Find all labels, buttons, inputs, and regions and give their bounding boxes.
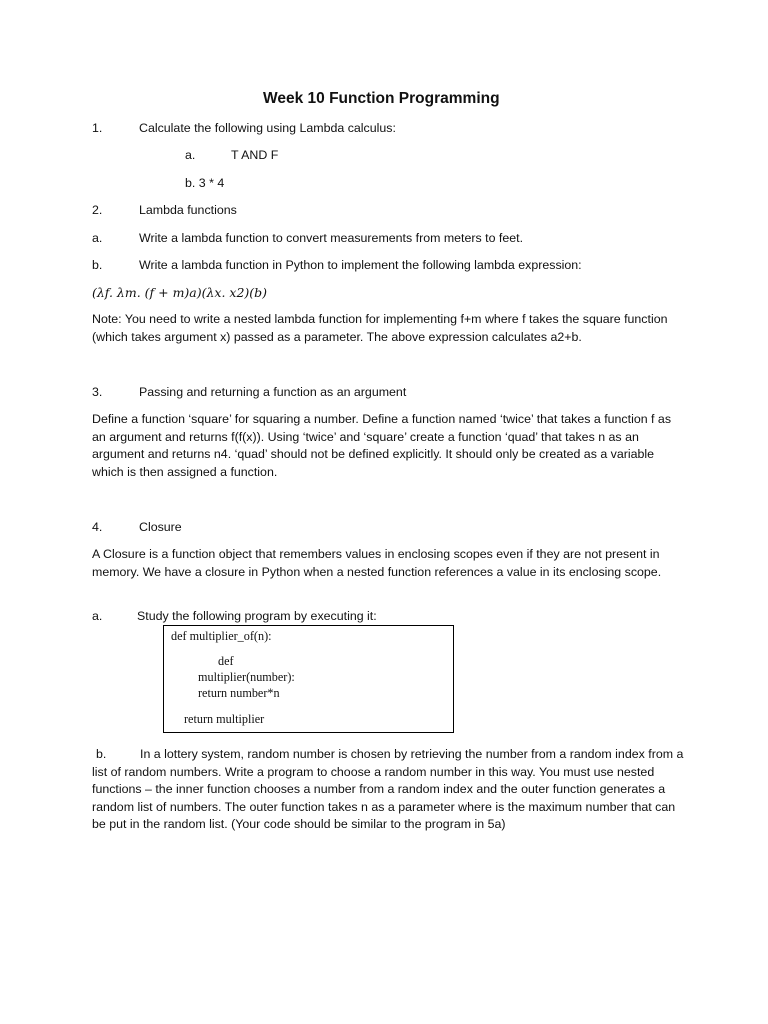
lambda-expression: (λf. λm. (f + m)a)(λx. x2)(b) xyxy=(92,285,268,300)
q4-text: Closure xyxy=(139,520,182,534)
code-line-4: return number*n xyxy=(198,686,280,700)
q4-body: A Closure is a function object that remembers values in enclosing scopes even if they are not present in memory. We have a closure in Python when a nested function references a value in its enclosing scope. xyxy=(92,547,662,579)
q4-number: 4. xyxy=(92,520,103,534)
page-title: Week 10 Function Programming xyxy=(263,90,500,107)
q4-a-text: Study the following program by executing it: xyxy=(137,609,377,623)
q3-number: 3. xyxy=(92,385,103,399)
q1-b-text: b. 3 * 4 xyxy=(185,176,225,190)
q2-b-text: Write a lambda function in Python to implement the following lambda expression: xyxy=(139,258,582,272)
code-line-2: def xyxy=(218,654,234,668)
q2-text: Lambda functions xyxy=(139,203,237,217)
q2-b-label: b. xyxy=(92,258,103,272)
q4-a-label: a. xyxy=(92,609,103,623)
q1-a-label: a. xyxy=(185,148,196,162)
code-line-3: multiplier(number): xyxy=(198,670,295,684)
q1-text: Calculate the following using Lambda calculus: xyxy=(139,121,396,135)
q2-a-label: a. xyxy=(92,231,103,245)
q2-note: Note: You need to write a nested lambda function for implementing f+m where f takes the square function (which takes argument x) passed as a parameter. The above expression calculates a2+b. xyxy=(92,312,668,344)
q1-a-text: T AND F xyxy=(231,148,279,162)
q1-number: 1. xyxy=(92,121,103,135)
code-line-5: return multiplier xyxy=(184,712,265,726)
q4-b-text: In a lottery system, random number is chosen by retrieving the number from a random index from a list of random numbers. Write a program to choose a random number in this way. You must use nested functions – the inner function chooses a number from a random index and the outer function generates a random list of numbers. The outer function takes n as a parameter where is the maximum number that can be put in the random list. (Your code should be similar to the program in 5a) xyxy=(92,747,684,831)
q2-number: 2. xyxy=(92,203,103,217)
code-box xyxy=(163,625,454,733)
q3-body: Define a function ‘square’ for squaring a number. Define a function named ‘twice’ that takes a function f as an argument and returns f(f(x)). Using ‘twice’ and ‘square’ create a function ‘quad’ that takes n as an argument and returns n4. ‘quad’ should not be defined explicitly. It should only be created as a variable which is then assigned a function. xyxy=(92,412,672,479)
q3-text: Passing and returning a function as an argument xyxy=(139,385,407,399)
q2-a-text: Write a lambda function to convert measurements from meters to feet. xyxy=(139,231,524,245)
q4-b-label: b. xyxy=(96,747,107,761)
code-line-1: def multiplier_of(n): xyxy=(171,629,272,643)
